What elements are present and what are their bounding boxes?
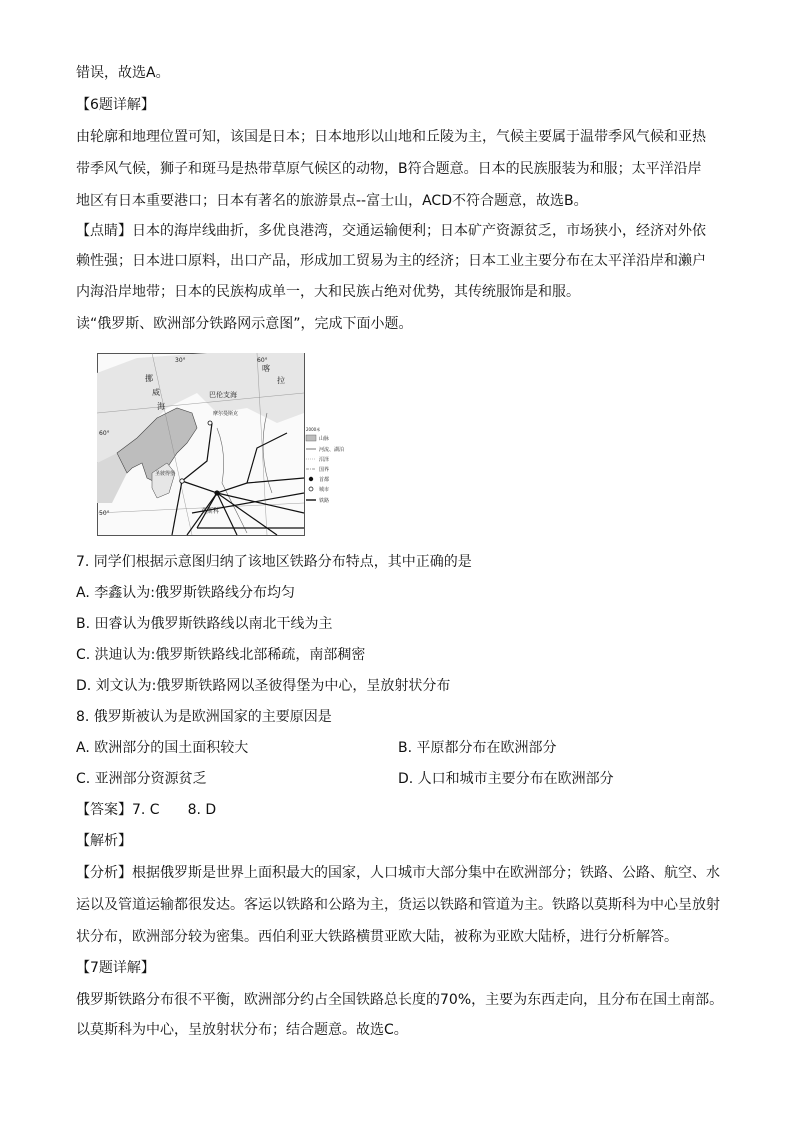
- text-line: 带季风气候，狮子和斑马是热带草原气候区的动物，B符合题意。日本的民族服装为和服；太平洋沿岸: [76, 161, 702, 177]
- section-heading-6: 【6题详解】: [76, 97, 155, 113]
- text-line: 由轮廓和地理位置可知，该国是日本；日本地形以山地和丘陵为主，气候主要属于温带季风气候和亚热: [76, 129, 706, 145]
- legend-item: 城市: [319, 487, 330, 493]
- text-line: 地区有日本重要港口；日本有著名的旅游景点--富士山，ACD不符合题意，故选B。: [76, 193, 588, 209]
- text-line: 【点睛】日本的海岸线曲折，多优良港湾，交通运输便利；日本矿产资源贫乏，市场狭小，经济对外依: [76, 223, 706, 239]
- sea-label: 海: [157, 402, 165, 411]
- option-a: A. 欧洲部分的国土面积较大: [76, 740, 249, 756]
- lat-label: 60°: [99, 430, 110, 437]
- map-legend: [306, 426, 344, 504]
- lon-label: 30°: [175, 357, 186, 364]
- option-d: D. 人口和城市主要分布在欧洲部分: [398, 771, 614, 787]
- text-line: 俄罗斯铁路分布很不平衡，欧洲部分约占全国铁路总长度的70%，主要为东西走向，且分布在国土南部。: [76, 992, 724, 1008]
- legend-item: 河流、湖泊: [319, 447, 345, 453]
- text-line: 赖性强；日本进口原料，出口产品，形成加工贸易为主的经济；日本工业主要分布在太平洋沿岸和濑户: [76, 253, 706, 269]
- legend-item: 沼泽: [319, 457, 330, 463]
- question-8: 8. 俄罗斯被认为是欧洲国家的主要原因是: [76, 709, 332, 725]
- option-d: D. 刘文认为:俄罗斯铁路网以圣彼得堡为中心，呈放射状分布: [76, 678, 451, 694]
- text-line: 读“俄罗斯、欧洲部分铁路网示意图”，完成下面小题。: [76, 316, 413, 332]
- legend-title: 2000米: [306, 427, 321, 432]
- section-heading-7: 【7题详解】: [76, 960, 155, 976]
- text-line: 内海沿岸地带；日本的民族构成单一，大和民族占绝对优势，其传统服饰是和服。: [76, 284, 580, 300]
- legend-item: 首都: [319, 477, 330, 483]
- option-b: B. 田睿认为俄罗斯铁路线以南北干线为主: [76, 616, 333, 632]
- option-c: C. 洪迪认为:俄罗斯铁路线北部稀疏，南部稠密: [76, 647, 366, 663]
- sea-label: 巴伦支海: [209, 391, 237, 399]
- answer-8: 8. D: [187, 802, 217, 818]
- option-b: B. 平原都分布在欧洲部分: [398, 740, 557, 756]
- legend-item: 铁路: [319, 498, 330, 504]
- text-line: 错误，故选A。: [76, 65, 170, 81]
- city-label: 摩尔曼斯克: [213, 411, 239, 417]
- legend-item: 国界: [319, 467, 330, 473]
- analysis-heading: 【解析】: [76, 833, 132, 849]
- text-line: 以莫斯科为中心，呈放射状分布；结合题意。故选C。: [76, 1022, 408, 1038]
- text-line: 状分布，欧洲部分较为密集。西伯利亚大铁路横贯亚欧大陆，被称为亚欧大陆桥，进行分析解答。: [76, 929, 678, 945]
- city-label: 莫斯科: [201, 508, 220, 515]
- russia-railway-map: [97, 353, 345, 538]
- option-a: A. 李鑫认为:俄罗斯铁路线分布均匀: [76, 585, 295, 601]
- option-c: C. 亚洲部分资源贫乏: [76, 771, 207, 787]
- lon-label: 60°: [257, 357, 268, 364]
- sea-label: 威: [152, 388, 160, 397]
- legend-item: 山脉: [319, 436, 330, 442]
- sea-label: 拉: [277, 376, 285, 385]
- text-line: 运以及管道运输都很发达。客运以铁路和公路为主，货运以铁路和管道为主。铁路以莫斯科为中心呈放射: [76, 897, 720, 913]
- answer-7: 【答案】7. C: [76, 802, 160, 818]
- sea-label: 挪: [145, 374, 153, 383]
- sea-label: 喀: [262, 364, 270, 373]
- lat-label: 50°: [99, 510, 110, 517]
- question-7: 7. 同学们根据示意图归纳了该地区铁路分布特点，其中正确的是: [76, 554, 472, 570]
- answer-line: [76, 800, 216, 820]
- city-label: 圣彼得堡: [155, 471, 176, 477]
- text-line: 【分析】根据俄罗斯是世界上面积最大的国家，人口城市大部分集中在欧洲部分；铁路、公路、航空、水: [76, 865, 720, 881]
